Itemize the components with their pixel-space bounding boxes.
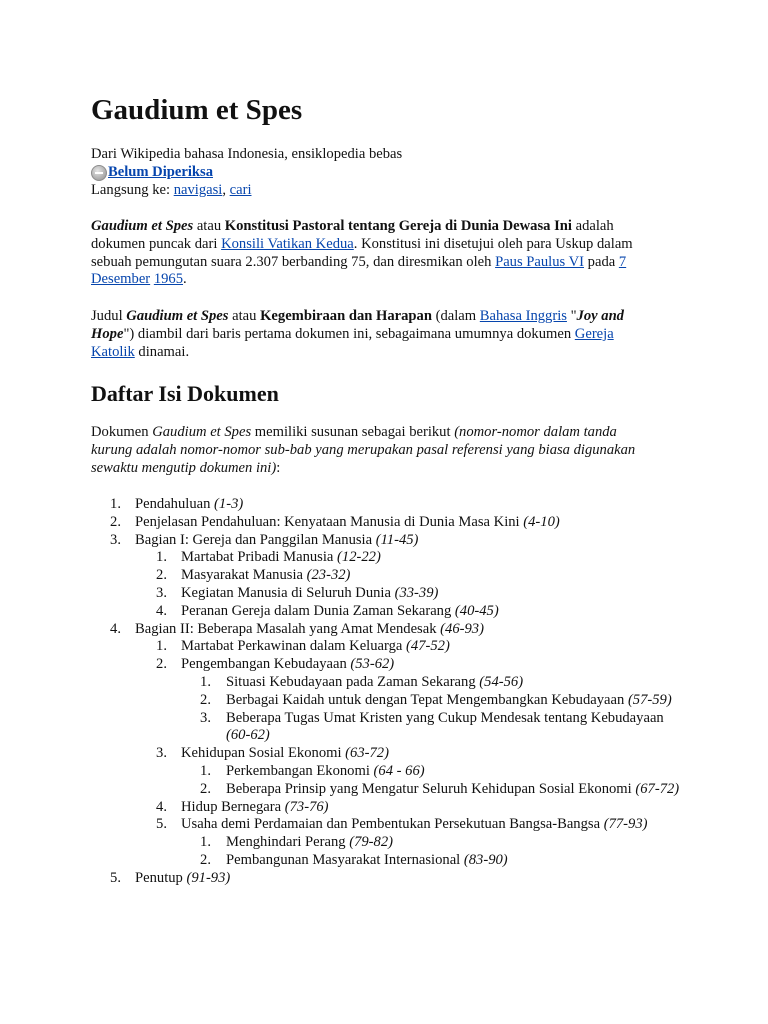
sub-sub-list bbox=[181, 674, 681, 745]
item-text: Pendahuluan bbox=[135, 496, 215, 512]
item-number: 2. bbox=[200, 780, 211, 797]
item-text: Perkembangan Ekonomi bbox=[226, 762, 374, 779]
list-item bbox=[135, 549, 681, 567]
text: Judul bbox=[91, 308, 127, 324]
item-text: Masyarakat Manusia bbox=[181, 567, 307, 584]
contents-list bbox=[91, 496, 681, 888]
list-item bbox=[135, 603, 681, 621]
item-text: Martabat Pribadi Manusia bbox=[181, 549, 338, 566]
link-gereja[interactable]: Gereja Katolik bbox=[91, 325, 614, 360]
term-gaudium: Gaudium et Spes bbox=[91, 218, 194, 234]
item-ref: (11-45) bbox=[375, 531, 419, 548]
contents-intro bbox=[91, 424, 657, 477]
term-gaudium: Gaudium et Spes bbox=[152, 424, 252, 440]
item-number: 3. bbox=[156, 745, 167, 762]
link-konsili[interactable]: Konsili Vatikan Kedua bbox=[221, 235, 354, 252]
text: atau bbox=[193, 218, 225, 234]
list-item bbox=[181, 834, 681, 852]
item-ref: (77-93) bbox=[603, 816, 648, 833]
list-item bbox=[135, 638, 681, 656]
term-pastoral-constitution: Konstitusi Pastoral tentang Gereja di Dunia Dewasa Ini bbox=[224, 218, 572, 234]
text: . bbox=[183, 271, 187, 288]
item-number: 1. bbox=[200, 673, 211, 690]
list-item bbox=[181, 781, 681, 799]
term-kegembiraan: Kegembiraan dan Harapan bbox=[260, 308, 432, 324]
list-item bbox=[91, 870, 681, 888]
list-item bbox=[181, 710, 681, 746]
item-text: Bagian I: Gereja dan Panggilan Manusia bbox=[135, 531, 376, 548]
text: adalah dokumen puncak dari bbox=[91, 218, 614, 252]
link-date[interactable]: 7 Desember bbox=[91, 253, 627, 288]
jump-prefix: Langsung ke: bbox=[91, 182, 174, 198]
term-gaudium: Gaudium et Spes bbox=[126, 308, 229, 324]
list-item bbox=[91, 532, 681, 621]
item-ref: (23-32) bbox=[306, 567, 351, 584]
item-text: Situasi Kebudayaan pada Zaman Sekarang bbox=[226, 673, 480, 690]
sub-sub-list bbox=[181, 763, 681, 799]
item-text: Berbagai Kaidah untuk dengan Tepat Mengembangkan Kebudayaan bbox=[226, 691, 628, 708]
item-number: 5. bbox=[156, 816, 167, 833]
item-number: 4. bbox=[156, 602, 167, 619]
item-number: 2. bbox=[156, 656, 167, 673]
item-ref: (91-93) bbox=[186, 869, 231, 886]
text: dinamai. bbox=[134, 343, 190, 360]
item-ref: (57-59) bbox=[627, 691, 672, 708]
list-item bbox=[91, 514, 681, 532]
item-ref: (60-62) bbox=[226, 727, 270, 744]
item-text: Kegiatan Manusia di Seluruh Dunia bbox=[181, 584, 395, 601]
item-number: 1. bbox=[156, 638, 167, 655]
item-number: 1. bbox=[200, 834, 211, 851]
list-item bbox=[135, 585, 681, 603]
item-ref: (1-3) bbox=[214, 496, 244, 512]
link-year[interactable]: 1965 bbox=[153, 271, 184, 288]
text: pada bbox=[584, 253, 619, 270]
item-text: Kehidupan Sosial Ekonomi bbox=[181, 745, 346, 762]
sub-list bbox=[135, 638, 681, 869]
term-joy-and-hope: Joy and Hope bbox=[91, 308, 624, 342]
item-text: Usaha demi Perdamaian dan Pembentukan Persekutuan Bangsa-Bangsa bbox=[181, 816, 604, 833]
jump-navigation-link[interactable]: navigasi bbox=[173, 182, 223, 198]
link-english[interactable]: Bahasa Inggris bbox=[479, 308, 567, 324]
link-paus[interactable]: Paus Paulus VI bbox=[495, 253, 585, 270]
item-ref: (73-76) bbox=[284, 798, 329, 815]
item-number: 3. bbox=[156, 584, 167, 601]
sub-sub-list bbox=[181, 834, 681, 870]
item-ref: (12-22) bbox=[337, 549, 381, 566]
text: (dalam bbox=[431, 308, 480, 324]
text: ") diambil dari baris pertama dokumen ini, sebagaimana umumnya dokumen bbox=[123, 325, 575, 342]
item-ref: (4-10) bbox=[523, 513, 560, 530]
item-text: Martabat Perkawinan dalam Keluarga bbox=[181, 638, 407, 655]
list-item bbox=[135, 567, 681, 585]
title-paragraph bbox=[91, 308, 657, 361]
item-number: 2. bbox=[200, 691, 211, 708]
list-item bbox=[91, 621, 681, 870]
item-text: Penutup bbox=[135, 869, 187, 886]
item-ref: (46-93) bbox=[440, 620, 484, 637]
item-text: Beberapa Prinsip yang Mengatur Seluruh Kehidupan Sosial Ekonomi bbox=[226, 780, 636, 797]
item-number: 1. bbox=[200, 762, 211, 779]
list-item bbox=[181, 763, 681, 781]
list-item bbox=[181, 692, 681, 710]
item-number: 1. bbox=[110, 496, 121, 512]
item-ref: (67-72) bbox=[635, 780, 680, 797]
item-text: Penjelasan Pendahuluan: Kenyataan Manusia di Dunia Masa Kini bbox=[135, 513, 524, 530]
item-text: Hidup Bernegara bbox=[181, 798, 285, 815]
site-subtitle: Dari Wikipedia bahasa Indonesia, ensiklopedia bebas bbox=[91, 146, 403, 162]
list-item bbox=[135, 745, 681, 798]
list-item bbox=[181, 852, 681, 870]
list-item bbox=[91, 496, 681, 514]
jump-links bbox=[91, 182, 252, 200]
text: memiliki susunan sebagai berikut bbox=[251, 424, 455, 440]
text: atau bbox=[228, 308, 261, 324]
review-status-link[interactable] bbox=[91, 164, 213, 182]
item-text: Beberapa Tugas Umat Kristen yang Cukup Mendesak tentang Kebudayaan bbox=[226, 709, 664, 726]
item-ref: (33-39) bbox=[394, 584, 439, 601]
jump-separator: , bbox=[222, 182, 230, 198]
text: " bbox=[566, 308, 577, 324]
review-status-label: Belum Diperiksa bbox=[108, 164, 213, 180]
item-ref: (54-56) bbox=[479, 673, 524, 690]
unreviewed-icon bbox=[91, 165, 107, 181]
item-ref: (63-72) bbox=[345, 745, 389, 762]
text: : bbox=[276, 459, 281, 476]
list-item bbox=[135, 656, 681, 745]
item-text: Bagian II: Beberapa Masalah yang Amat Mendesak bbox=[135, 620, 441, 637]
list-item bbox=[135, 816, 681, 869]
item-text: Pengembangan Kebudayaan bbox=[181, 656, 351, 673]
item-number: 4. bbox=[110, 620, 121, 637]
item-number: 3. bbox=[200, 709, 211, 726]
item-number: 3. bbox=[110, 531, 121, 548]
item-ref: (40-45) bbox=[454, 602, 499, 619]
jump-search-link[interactable]: cari bbox=[229, 182, 252, 198]
item-number: 2. bbox=[156, 567, 167, 584]
item-ref: (47-52) bbox=[406, 638, 450, 655]
item-text: Peranan Gereja dalam Dunia Zaman Sekarang bbox=[181, 602, 455, 619]
text: . Konstitusi ini disetujui oleh para Uskup dalam sebuah pemungutan suara 2.307 berbanding 75, dan diresmikan oleh bbox=[91, 235, 633, 270]
contents-note: (nomor-nomor dalam tanda kurung adalah nomor-nomor sub-bab yang merupakan pasal referensi yang biasa digunakan sewaktu mengutip dokumen ini) bbox=[91, 424, 636, 476]
item-number: 4. bbox=[156, 798, 167, 815]
intro-paragraph bbox=[91, 218, 657, 289]
text: Dokumen bbox=[91, 424, 153, 440]
section-heading: Daftar Isi Dokumen bbox=[91, 381, 279, 406]
item-text: Menghindari Perang bbox=[226, 834, 350, 851]
item-number: 5. bbox=[110, 869, 121, 886]
sub-list bbox=[135, 549, 681, 620]
list-item bbox=[135, 799, 681, 817]
page-title: Gaudium et Spes bbox=[91, 94, 303, 126]
item-ref: (64 - 66) bbox=[373, 762, 425, 779]
list-item bbox=[181, 674, 681, 692]
item-number: 2. bbox=[110, 513, 121, 530]
item-text: Pembangunan Masyarakat Internasional bbox=[226, 851, 464, 868]
item-number: 2. bbox=[200, 851, 211, 868]
item-ref: (53-62) bbox=[350, 656, 395, 673]
item-ref: (79-82) bbox=[349, 834, 393, 851]
item-ref: (83-90) bbox=[463, 851, 508, 868]
item-number: 1. bbox=[156, 549, 167, 566]
